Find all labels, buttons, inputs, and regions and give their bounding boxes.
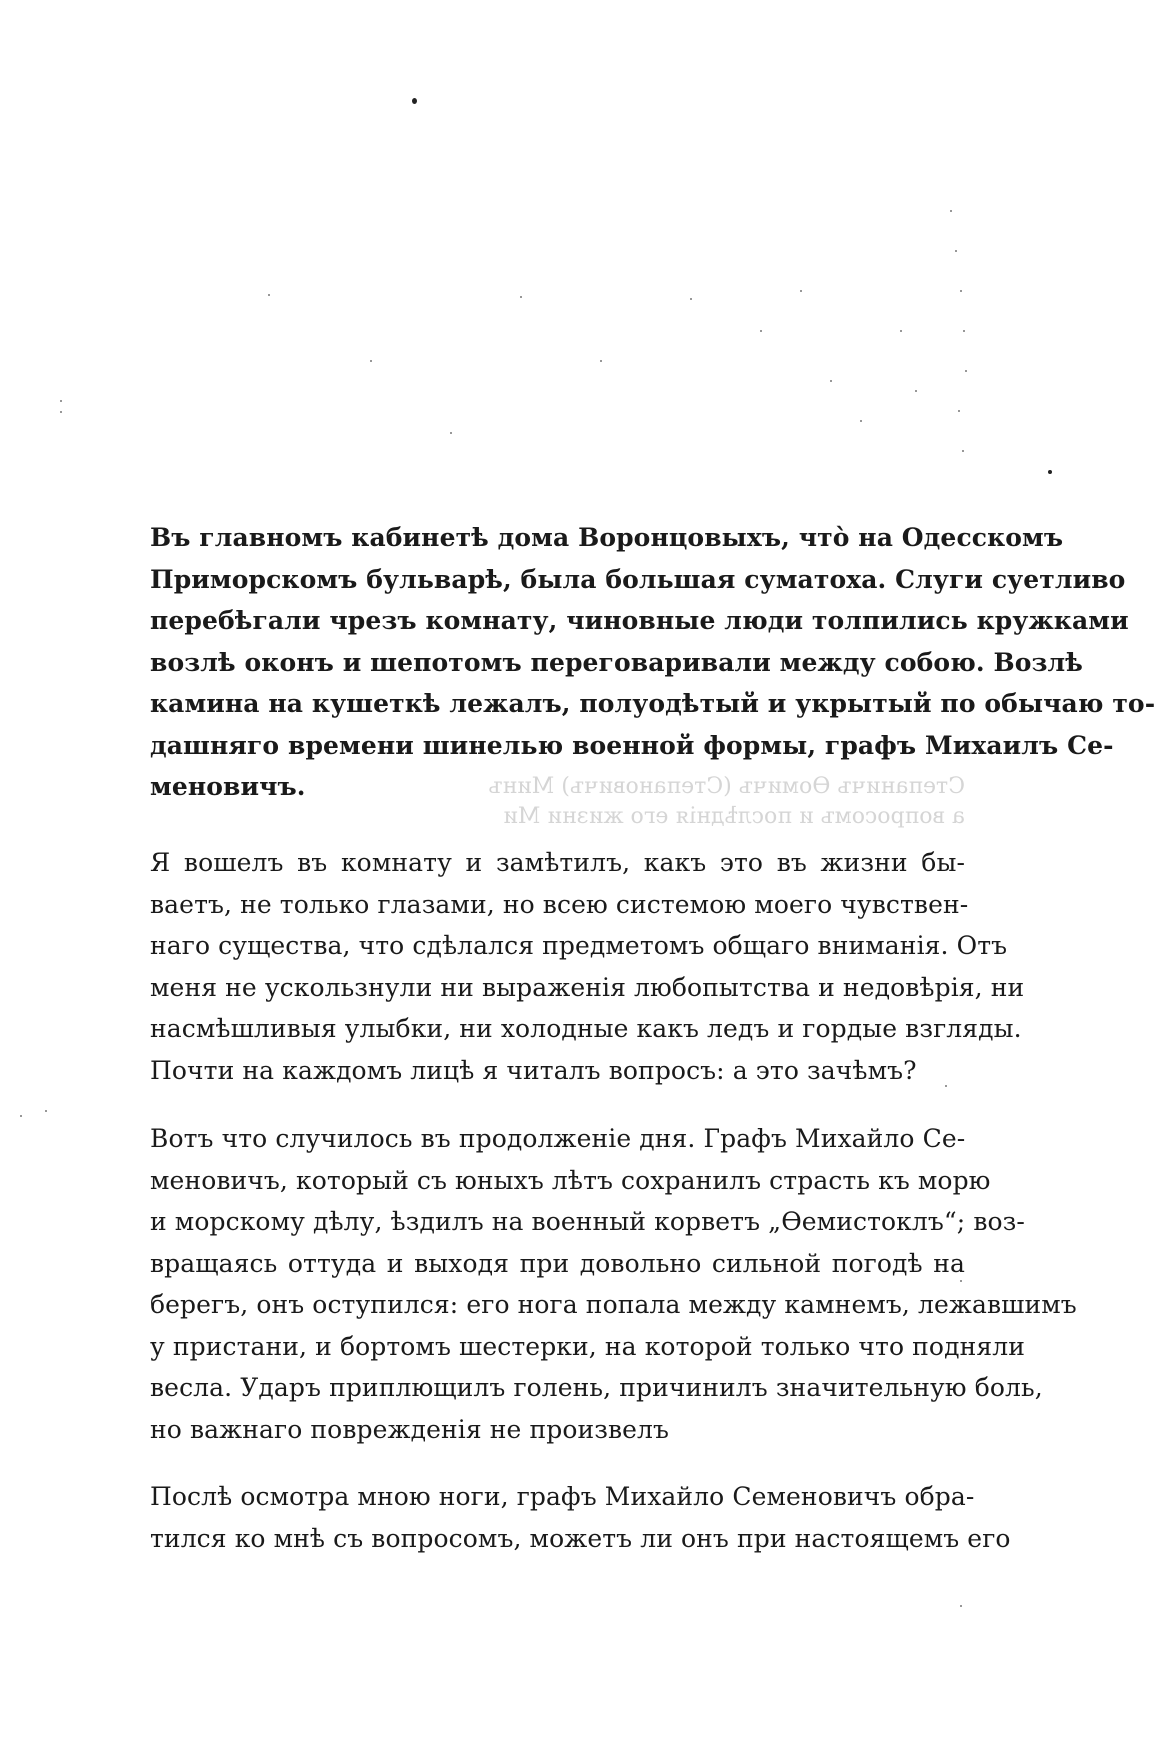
text-line: и морскому дѣлу, ѣздилъ на военный корветъ „Ѳемистоклъ“; воз- — [150, 1207, 1025, 1236]
text-line: Послѣ осмотра мною ноги, графъ Михайло Семеновичъ обра- — [150, 1482, 975, 1511]
text-line: весла. Ударъ приплющилъ голень, причинилъ значительную боль, — [150, 1373, 1043, 1402]
stray-mark — [412, 98, 417, 104]
bleed-through-line: а вопросомъ и послѣднія его жизни Ми — [503, 804, 965, 829]
speck — [950, 210, 952, 212]
speck — [965, 370, 967, 372]
speck — [520, 296, 522, 298]
speck — [60, 411, 62, 413]
text-line: наго существа, что сдѣлался предметомъ общаго вниманія. Отъ — [150, 931, 1008, 960]
paragraph-3 — [150, 1118, 1077, 1450]
text-line: ваетъ, не только глазами, но всею системою моего чувствен- — [150, 889, 969, 919]
stray-mark — [1048, 470, 1052, 474]
text-line: насмѣшливыя улыбки, ни холодные какъ ледъ и гордые взгляды. — [150, 1014, 1022, 1043]
text-line: меновичъ. — [150, 772, 306, 801]
paragraph-text — [150, 842, 1025, 1091]
speck — [600, 360, 602, 362]
speck — [915, 390, 917, 392]
text-line: но важнаго поврежденія не произвелъ — [150, 1414, 670, 1444]
speck — [860, 420, 862, 422]
text-line: Приморскомъ бульварѣ, была большая суматоха. Слуги суетливо — [150, 564, 1126, 594]
speck — [960, 1605, 962, 1607]
speck — [963, 330, 965, 332]
text-line: Почти на каждомъ лицѣ я читалъ вопросъ: а это зачѣмъ? — [150, 1055, 917, 1085]
speck — [962, 450, 964, 452]
text-line: Въ главномъ кабинетѣ дома Воронцовыхъ, что̀ на Одесскомъ — [150, 523, 1064, 552]
paragraph-4 — [150, 1476, 1011, 1559]
text-line: меня не ускользнули ни выраженія любопытства и недовѣрія, ни — [150, 972, 1025, 1002]
speck — [45, 1110, 47, 1112]
speck — [800, 290, 802, 292]
paragraph-text — [150, 1476, 1011, 1559]
text-line: Я вошелъ въ комнату и замѣтилъ, какъ это въ жизни бы- — [150, 848, 965, 877]
speck — [830, 380, 832, 382]
speck — [450, 432, 452, 434]
speck — [960, 290, 962, 292]
speck — [690, 298, 692, 300]
text-line: меновичъ, который съ юныхъ лѣтъ сохранилъ страсть къ морю — [150, 1165, 991, 1195]
text-line: у пристани, и бортомъ шестерки, на которой только что подняли — [150, 1331, 1025, 1361]
text-line: камина на кушеткѣ лежалъ, полуодѣтый и укрытый по обычаю то- — [150, 689, 1155, 718]
speck — [760, 330, 762, 332]
paragraph-text — [150, 517, 1155, 808]
speck — [958, 410, 960, 412]
text-line: Вотъ что случилось въ продолженіе дня. Графъ Михайло Се- — [150, 1124, 966, 1153]
text-line: вращаясь оттуда и выходя при довольно сильной погодѣ на — [150, 1248, 965, 1278]
speck — [955, 250, 957, 252]
bleed-through-line: Степаничъ Ѳомичъ (Степановичъ) Минъ — [488, 774, 965, 799]
paragraph-text — [150, 1118, 1077, 1450]
speck — [268, 294, 270, 296]
text-line: перебѣгали чрезъ комнату, чиновные люди толпились кружками — [150, 606, 1129, 635]
speck — [900, 330, 902, 332]
text-line: берегъ, онъ оступился: его нога попала между камнемъ, лежавшимъ — [150, 1290, 1077, 1319]
speck — [20, 1115, 22, 1117]
text-line: тился ко мнѣ съ вопросомъ, можетъ ли онъ при настоящемъ его — [150, 1523, 1011, 1553]
paragraph-1 — [150, 517, 1155, 808]
paragraph-2 — [150, 842, 1025, 1091]
text-line: дашняго времени шинелью военной формы, графъ Михаилъ Се- — [150, 730, 1114, 760]
speck — [370, 360, 372, 362]
speck — [60, 400, 62, 402]
text-line: возлѣ оконъ и шепотомъ переговаривали между собою. Возлѣ — [150, 647, 1083, 677]
